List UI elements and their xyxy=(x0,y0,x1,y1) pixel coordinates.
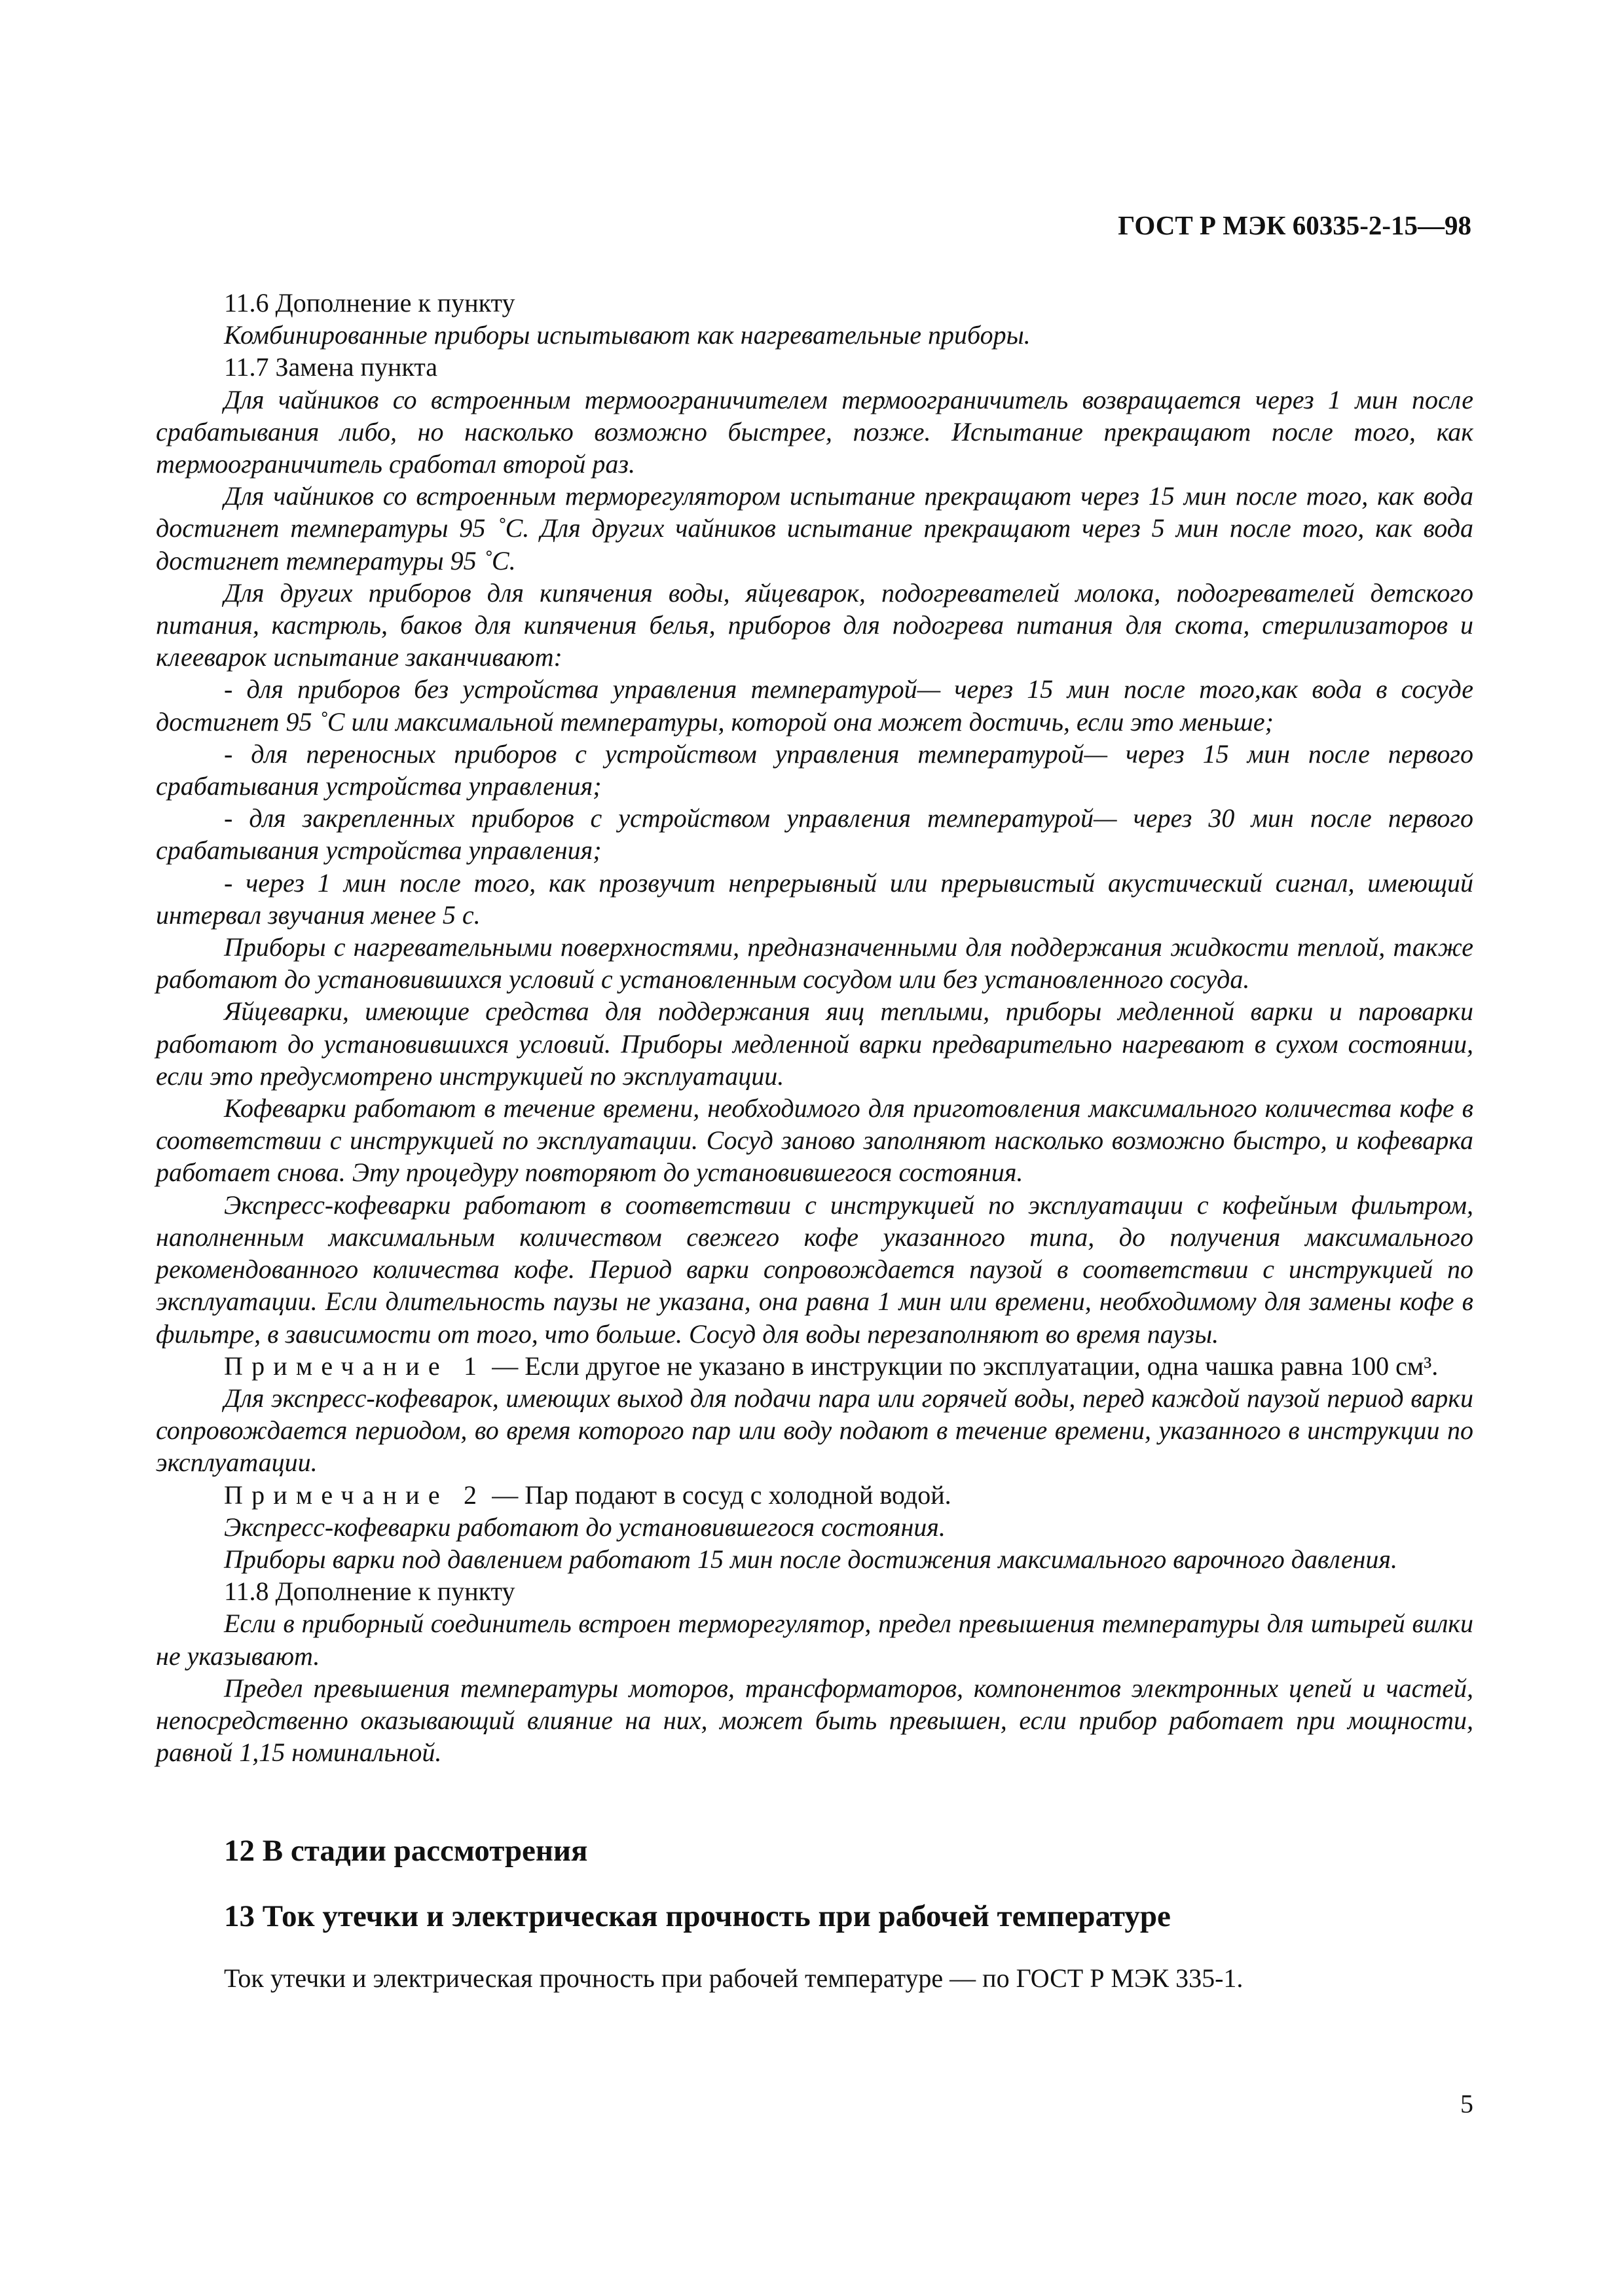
paragraph: Если в приборный соединитель встроен терморегулятор, предел превышения температуры для штырей вилки не указывают. xyxy=(156,1609,1473,1671)
paragraph: Для чайников со встроенным терморегулятором испытание прекращают через 15 мин после того, как вода достигнет температуры 95 ˚С. Для других чайников испытание прекращают через 5 мин после того, как вода достигнет температуры 95 ˚С. xyxy=(156,481,1473,575)
paragraph: Приборы варки под давлением работают 15 мин после достижения максимального варочного давления. xyxy=(224,1544,1398,1574)
section-spacer xyxy=(156,1768,1473,1831)
paragraph: Для чайников со встроенным термоограничителем термоограничитель возвращается через 1 мин после срабатывания либо, но насколько возможно быстрее, позже. Испытание прекращают после того, как термоограничитель сработал второй раз. xyxy=(156,384,1473,479)
note-1-lead: Примечание 1 xyxy=(224,1351,486,1381)
note-1-text: — Если другое не указано в инструкции по эксплуатации, одна чашка равна 100 см³. xyxy=(485,1351,1439,1381)
paragraph: Для других приборов для кипячения воды, яйцеварок, подогревателей молока, подогревателей детского питания, кастрюль, баков для кипячения белья, приборов для подогрева питания для скота, стерилизаторов и клееварок испытание заканчивают: xyxy=(156,577,1473,672)
list-item: - для приборов без устройства управления температурой— через 15 мин после того,как вода в сосуде достигнет 95 ˚С или максимальной температуры, которой она может достичь, если это меньше; xyxy=(156,674,1473,737)
paragraph: Предел превышения температуры моторов, трансформаторов, компонентов электронных цепей и частей, непосредственно оказывающий влияние на них, может быть превышен, если прибор работает при мощности, равной 1,15 номинальной. xyxy=(156,1673,1473,1768)
document-body xyxy=(156,287,1473,1995)
list-item: - через 1 мин после того, как прозвучит непрерывный или прерывистый акустический сигнал, имеющий интервал звучания менее 5 с. xyxy=(156,867,1473,930)
paragraph: Экспресс-кофеварки работают до установившегося состояния. xyxy=(224,1512,946,1542)
section-13-heading: 13 Ток утечки и электрическая прочность при рабочей температуре xyxy=(224,1899,1171,1934)
clause-11-8-heading: 11.8 Дополнение к пункту xyxy=(224,1576,515,1607)
section-spacer xyxy=(156,1870,1473,1897)
note-2 xyxy=(156,1479,1473,1511)
clause-11-7-heading: 11.7 Замена пункта xyxy=(224,352,437,382)
section-12-heading: 12 В стадии рассмотрения xyxy=(224,1834,588,1868)
paragraph: Яйцеварки, имеющие средства для поддержания яиц теплыми, приборы медленной варки и пароварки работают до установившихся условий. Приборы медленной варки предварительно нагревают в сухом состоянии, если это предусмотрено инструкцией по эксплуатации. xyxy=(156,996,1473,1091)
note-1 xyxy=(156,1350,1473,1382)
note-2-lead: Примечание 2 xyxy=(224,1480,486,1510)
list-item: - для закрепленных приборов с устройством управления температурой— через 30 мин после первого срабатывания устройства управления; xyxy=(156,803,1473,866)
paragraph: Кофеварки работают в течение времени, необходимого для приготовления максимального количества кофе в соответствии с инструкцией по эксплуатации. Сосуд заново заполняют насколько возможно быстро, и кофеварка работает снова. Эту процедуру повторяют до установившегося состояния. xyxy=(156,1093,1473,1188)
paragraph: Экспресс-кофеварки работают в соответствии с инструкцией по эксплуатации с кофейным фильтром, наполненным максимальным количеством свежего кофе указанного типа, до получения максимального рекомендованного количества кофе. Период варки сопровождается паузой в соответствии с инструкцией по эксплуатации. Если длительность паузы не указана, она равна 1 мин или времени, необходимому для замены кофе в фильтре, в зависимости от того, что больше. Сосуд для воды перезаполняют во время паузы. xyxy=(156,1190,1473,1349)
page-number: 5 xyxy=(1460,2089,1473,2119)
document-header: ГОСТ Р МЭК 60335-2-15—98 xyxy=(1118,210,1471,240)
paragraph: Для экспресс-кофеварок, имеющих выход для подачи пара или горячей воды, перед каждой паузой период варки сопровождается периодом, во время которого пар или воду подают в течение времени, указанного в инструкции по эксплуатации. xyxy=(156,1383,1473,1478)
list-item: - для переносных приборов с устройством управления температурой— через 15 мин после первого срабатывания устройства управления; xyxy=(156,738,1473,801)
clause-11-6-heading: 11.6 Дополнение к пункту xyxy=(224,288,515,318)
note-2-text: — Пар подают в сосуд с холодной водой. xyxy=(485,1480,951,1510)
paragraph: Комбинированные приборы испытывают как нагревательные приборы. xyxy=(224,320,1031,350)
paragraph: Приборы с нагревательными поверхностями, предназначенными для поддержания жидкости теплой, также работают до установившихся условий с установленным сосудом или без установленного сосуда. xyxy=(156,932,1473,994)
paragraph: Ток утечки и электрическая прочность при рабочей температуре — по ГОСТ Р МЭК 335-1. xyxy=(224,1963,1244,1994)
section-spacer xyxy=(156,1936,1473,1962)
